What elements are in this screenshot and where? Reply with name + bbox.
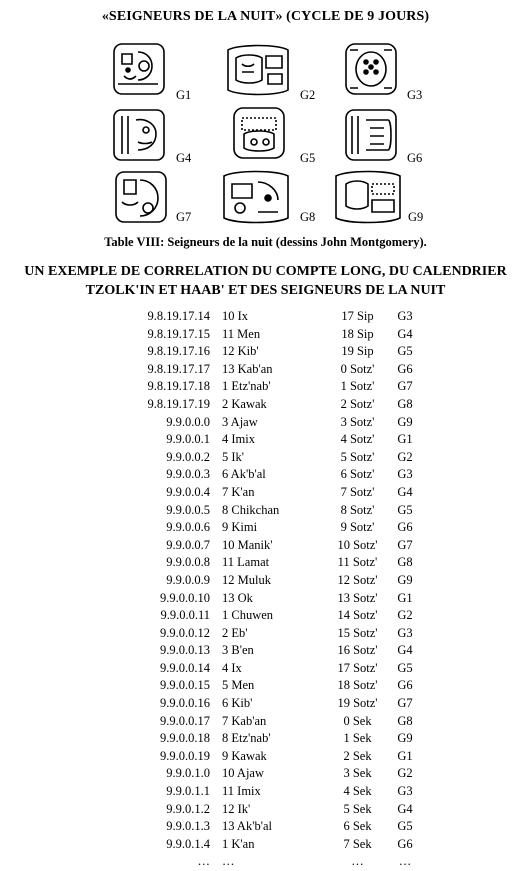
long-count-cell: 9.9.0.0.19 — [160, 748, 210, 763]
section-heading-line: TZOLK'IN ET HAAB' ET DES SEIGNEURS DE LA NUIT — [85, 283, 446, 298]
glyph-label: G8 — [300, 210, 316, 224]
table-row — [0, 519, 531, 537]
long-count-cell: 9.9.0.1.3 — [166, 819, 210, 834]
haab-cell: 10 Sotz' — [337, 537, 378, 552]
glyph-g7-drawing — [110, 168, 172, 226]
lord-of-night-cell: G6 — [397, 361, 413, 376]
haab-cell: 13 Sotz' — [337, 590, 378, 605]
lord-of-night-cell: G8 — [397, 396, 413, 411]
tzolkin-cell: 4 Ix — [222, 660, 242, 675]
table-row — [0, 449, 531, 467]
table-row — [0, 836, 531, 854]
lord-of-night-cell: G5 — [397, 344, 413, 359]
long-count-cell: 9.8.19.17.18 — [147, 379, 210, 394]
haab-cell: 6 Sotz' — [340, 467, 375, 482]
table-row — [0, 695, 531, 713]
glyph-g6-drawing — [340, 106, 402, 164]
glyph-g8-drawing — [218, 168, 294, 228]
table-row — [0, 748, 531, 766]
haab-cell: 18 Sotz' — [337, 678, 378, 693]
lord-of-night-cell: G6 — [397, 678, 413, 693]
long-count-cell: 9.9.0.1.1 — [166, 784, 210, 799]
lord-of-night-cell: G4 — [397, 643, 413, 658]
table-row — [0, 308, 531, 326]
tzolkin-cell: 5 Men — [222, 678, 255, 693]
lord-of-night-cell: G4 — [397, 484, 413, 499]
glyph-label: G2 — [300, 88, 316, 102]
tzolkin-cell: 5 Ik' — [222, 449, 245, 464]
glyph-label: G5 — [300, 151, 316, 165]
tzolkin-cell: 1 K'an — [222, 836, 255, 851]
long-count-cell: 9.9.0.0.12 — [160, 625, 210, 640]
tzolkin-cell: 11 Lamat — [222, 555, 270, 570]
haab-cell: 6 Sek — [343, 819, 372, 834]
tzolkin-cell: 11 Imix — [222, 784, 261, 799]
tzolkin-cell: 6 Ak'b'al — [222, 467, 266, 482]
table-row — [0, 730, 531, 748]
glyph-g4-drawing — [108, 106, 170, 164]
haab-cell: 11 Sotz' — [337, 555, 378, 570]
lord-of-night-cell: … — [398, 854, 412, 869]
table-row — [0, 502, 531, 520]
long-count-cell: 9.9.0.0.13 — [160, 643, 210, 658]
tzolkin-cell: 7 Kab'an — [222, 713, 267, 728]
table-row — [0, 625, 531, 643]
haab-cell: 19 Sip — [341, 344, 374, 359]
long-count-cell: 9.9.0.0.18 — [160, 731, 210, 746]
long-count-cell: 9.9.0.1.4 — [166, 836, 210, 851]
long-count-cell: 9.9.0.0.14 — [160, 660, 210, 675]
tzolkin-cell: 1 Chuwen — [222, 608, 274, 623]
table-row — [0, 466, 531, 484]
long-count-cell: 9.9.0.0.8 — [166, 555, 210, 570]
table-row — [0, 361, 531, 379]
haab-cell: 17 Sip — [341, 309, 374, 323]
glyph-label: G1 — [176, 88, 192, 102]
table-row — [0, 783, 531, 801]
glyph-label: G3 — [407, 88, 423, 102]
table-row — [0, 326, 531, 344]
haab-cell: 1 Sek — [343, 731, 372, 746]
tzolkin-cell: 10 Ix — [222, 309, 249, 323]
haab-cell: 4 Sek — [343, 784, 372, 799]
haab-cell: 9 Sotz' — [340, 520, 375, 535]
tzolkin-cell: 10 Ajaw — [222, 766, 265, 781]
long-count-cell: 9.9.0.1.0 — [166, 766, 210, 781]
tzolkin-cell: 12 Muluk — [222, 572, 271, 587]
page-title: «SEIGNEURS DE LA NUIT» (CYCLE DE 9 JOURS) — [101, 9, 430, 24]
glyph-label: G9 — [408, 210, 424, 224]
lord-of-night-cell: G5 — [397, 819, 413, 834]
long-count-cell: 9.8.19.17.17 — [147, 361, 210, 376]
haab-cell: … — [351, 854, 364, 869]
haab-cell: 3 Sotz' — [340, 414, 375, 429]
haab-cell: 3 Sek — [343, 766, 372, 781]
lord-of-night-cell: G7 — [397, 379, 413, 394]
long-count-cell: 9.9.0.0.1 — [166, 432, 210, 447]
lord-of-night-cell: G2 — [397, 608, 413, 623]
table-row — [0, 431, 531, 449]
haab-cell: 7 Sotz' — [340, 484, 375, 499]
table-row — [0, 818, 531, 836]
haab-cell: 5 Sek — [343, 801, 372, 816]
lord-of-night-cell: G8 — [397, 555, 413, 570]
tzolkin-cell: 13 Ok — [222, 590, 253, 605]
long-count-cell: 9.8.19.17.15 — [147, 326, 210, 341]
haab-cell: 7 Sek — [343, 836, 372, 851]
long-count-cell: 9.9.0.0.4 — [166, 484, 210, 499]
haab-cell: 1 Sotz' — [340, 379, 375, 394]
table-row — [0, 343, 531, 361]
glyph-label: G4 — [176, 151, 192, 165]
haab-cell: 14 Sotz' — [337, 608, 378, 623]
lord-of-night-cell: G9 — [397, 572, 413, 587]
haab-cell: 2 Sotz' — [340, 396, 375, 411]
table-row — [0, 853, 531, 871]
table-row — [0, 660, 531, 678]
long-count-cell: 9.9.0.0.10 — [160, 590, 210, 605]
glyph-label: G7 — [176, 210, 192, 224]
haab-cell: 17 Sotz' — [337, 660, 378, 675]
haab-cell: 0 Sek — [343, 713, 372, 728]
lord-of-night-cell: G1 — [397, 590, 413, 605]
tzolkin-cell: 2 Kawak — [222, 396, 267, 411]
long-count-cell: … — [197, 854, 210, 869]
tzolkin-cell: … — [222, 854, 235, 869]
glyph-label: G6 — [407, 151, 423, 165]
glyph-g3-drawing — [340, 40, 402, 98]
haab-cell: 18 Sip — [341, 326, 374, 341]
lord-of-night-cell: G2 — [397, 449, 413, 464]
lord-of-night-cell: G3 — [397, 784, 413, 799]
tzolkin-cell: 12 Kib' — [222, 344, 259, 359]
tzolkin-cell: 3 B'en — [222, 643, 254, 658]
table-row — [0, 554, 531, 572]
long-count-cell: 9.9.0.0.17 — [160, 713, 210, 728]
haab-cell: 4 Sotz' — [340, 432, 375, 447]
haab-cell: 2 Sek — [343, 748, 372, 763]
glyph-g1-drawing — [108, 40, 170, 98]
tzolkin-cell: 3 Ajaw — [222, 414, 258, 429]
tzolkin-cell: 1 Etz'nab' — [222, 379, 271, 394]
lord-of-night-cell: G8 — [397, 713, 413, 728]
table-row — [0, 642, 531, 660]
section-heading — [0, 262, 531, 300]
tzolkin-cell: 11 Men — [222, 326, 261, 341]
lord-of-night-cell: G4 — [397, 326, 413, 341]
lord-of-night-cell: G3 — [397, 625, 413, 640]
glyph-g9-drawing — [330, 166, 406, 228]
lord-of-night-cell: G4 — [397, 801, 413, 816]
lord-of-night-cell: G6 — [397, 520, 413, 535]
table-row — [0, 537, 531, 555]
lord-of-night-cell: G6 — [397, 836, 413, 851]
long-count-cell: 9.9.0.0.2 — [166, 449, 210, 464]
tzolkin-cell: 9 Kawak — [222, 748, 267, 763]
section-heading-line: UN EXEMPLE DE CORRELATION DU COMPTE LONG, DU CALENDRIER — [24, 264, 507, 279]
tzolkin-cell: 13 Ak'b'al — [222, 819, 272, 834]
long-count-cell: 9.9.0.0.7 — [166, 537, 210, 552]
table-row — [0, 414, 531, 432]
lord-of-night-cell: G9 — [397, 414, 413, 429]
lord-of-night-cell: G5 — [397, 502, 413, 517]
lord-of-night-cell: G7 — [397, 696, 413, 711]
table-row — [0, 484, 531, 502]
tzolkin-cell: 8 Chikchan — [222, 502, 280, 517]
long-count-cell: 9.9.0.1.2 — [166, 801, 210, 816]
tzolkin-cell: 13 Kab'an — [222, 361, 273, 376]
haab-cell: 8 Sotz' — [340, 502, 375, 517]
table-row — [0, 396, 531, 414]
long-count-cell: 9.9.0.0.0 — [166, 414, 210, 429]
lord-of-night-cell: G7 — [397, 537, 413, 552]
tzolkin-cell: 2 Eb' — [222, 625, 248, 640]
table-row — [0, 607, 531, 625]
table-row — [0, 677, 531, 695]
haab-cell: 19 Sotz' — [337, 696, 378, 711]
long-count-cell: 9.8.19.17.19 — [147, 396, 210, 411]
lord-of-night-cell: G3 — [397, 309, 413, 323]
tzolkin-cell: 12 Ik' — [222, 801, 251, 816]
glyph-g5-drawing — [228, 104, 290, 162]
haab-cell: 5 Sotz' — [340, 449, 375, 464]
lord-of-night-cell: G1 — [397, 432, 413, 447]
tzolkin-cell: 4 Imix — [222, 432, 255, 447]
long-count-cell: 9.9.0.0.16 — [160, 696, 210, 711]
haab-cell: 12 Sotz' — [337, 572, 378, 587]
table-row — [0, 801, 531, 819]
tzolkin-cell: 6 Kib' — [222, 696, 253, 711]
long-count-cell: 9.9.0.0.5 — [166, 502, 210, 517]
long-count-cell: 9.9.0.0.9 — [166, 572, 210, 587]
lord-of-night-cell: G1 — [397, 748, 413, 763]
figure-caption: Table VIII: Seigneurs de la nuit (dessins John Montgomery). — [104, 235, 427, 249]
tzolkin-cell: 10 Manik' — [222, 537, 273, 552]
long-count-cell: 9.9.0.0.3 — [166, 467, 210, 482]
table-row — [0, 713, 531, 731]
glyph-grid — [0, 0, 531, 232]
correlation-table — [0, 308, 531, 871]
haab-cell: 16 Sotz' — [337, 643, 378, 658]
lord-of-night-cell: G2 — [397, 766, 413, 781]
tzolkin-cell: 8 Etz'nab' — [222, 731, 271, 746]
glyph-g2-drawing — [222, 40, 294, 102]
long-count-cell: 9.9.0.0.6 — [166, 520, 210, 535]
lord-of-night-cell: G9 — [397, 731, 413, 746]
lord-of-night-cell: G5 — [397, 660, 413, 675]
haab-cell: 15 Sotz' — [337, 625, 378, 640]
table-row — [0, 572, 531, 590]
table-row — [0, 590, 531, 608]
long-count-cell: 9.9.0.0.11 — [160, 608, 210, 623]
long-count-cell: 9.8.19.17.14 — [147, 309, 210, 323]
tzolkin-cell: 9 Kimi — [222, 520, 258, 535]
table-row — [0, 378, 531, 396]
long-count-cell: 9.8.19.17.16 — [147, 344, 210, 359]
lord-of-night-cell: G3 — [397, 467, 413, 482]
tzolkin-cell: 7 K'an — [222, 484, 255, 499]
long-count-cell: 9.9.0.0.15 — [160, 678, 210, 693]
haab-cell: 0 Sotz' — [340, 361, 375, 376]
table-row — [0, 765, 531, 783]
